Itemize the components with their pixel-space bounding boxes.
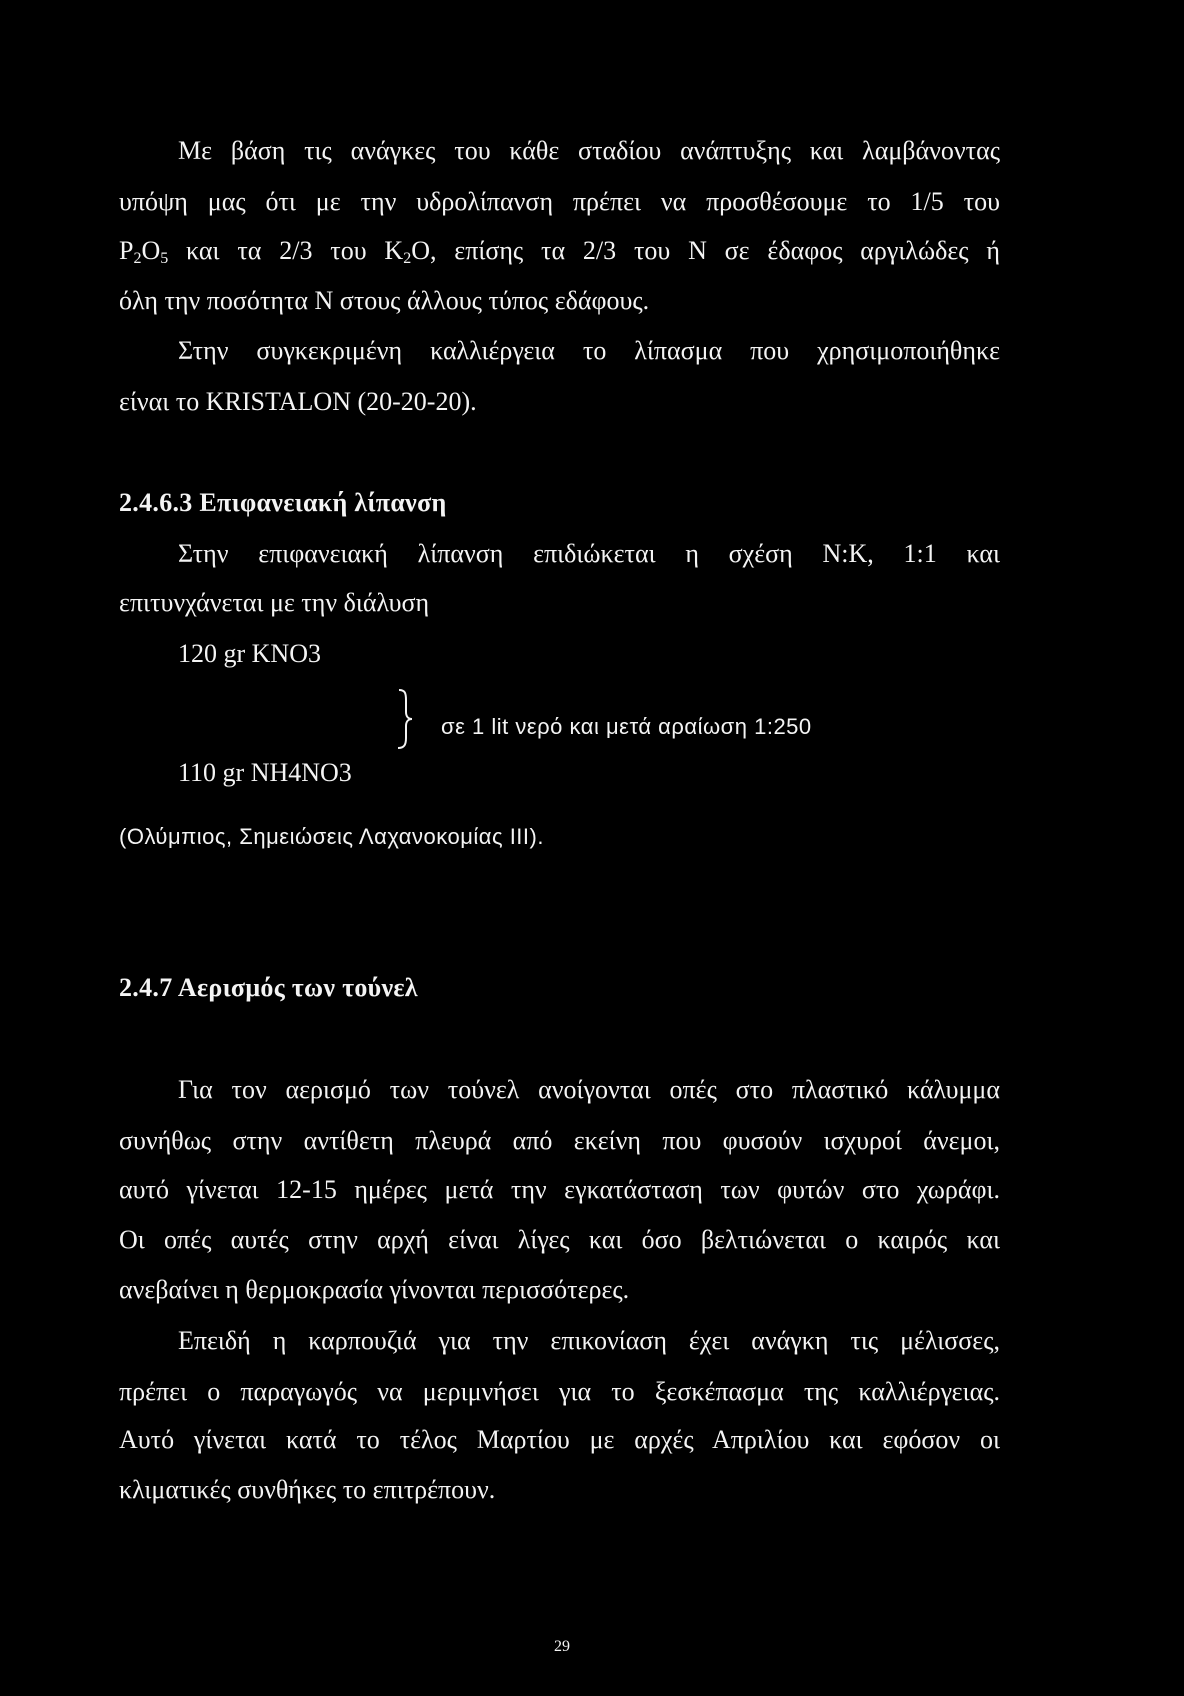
paragraph-2-line: κλιματικές συνθήκες το επιτρέπουν. — [119, 1475, 496, 1504]
intro-line-4: όλη την ποσότητα N στους άλλους τύπος εδάφους. — [119, 286, 650, 315]
curly-brace-icon — [396, 688, 414, 750]
intro-line-3 — [119, 236, 1000, 266]
formula-item-1: 120 gr KNO3 — [178, 639, 321, 668]
formula-p-subscript: 2 — [133, 250, 142, 267]
paragraph-2-line: πρέπει ο παραγωγός να μεριμνήσει για το ξεσκέπασμα της καλλιέργειας. — [119, 1377, 1000, 1406]
formula-k-subscript: 2 — [403, 250, 412, 267]
section-heading-2-4-6-3: 2.4.6.3 Επιφανειακή λίπανση — [119, 488, 447, 517]
formula-o-subscript: 5 — [160, 250, 169, 267]
section-heading-2-4-7: 2.4.7 Αερισμός των τούνελ — [119, 973, 418, 1002]
paragraph-1-line: Για τον αερισμό των τούνελ ανοίγονται οπές στο πλαστικό κάλυμμα — [178, 1075, 1000, 1104]
paragraph-2-line: Επειδή η καρπουζιά για την επικονίαση έχει ανάγκη τις μέλισσες, — [178, 1326, 1000, 1355]
section-2-4-6-3-line-2: επιτυνχάνεται με την διάλυση — [119, 588, 430, 617]
formula-item-2: 110 gr NH4NO3 — [178, 758, 352, 787]
formula-o: O — [141, 236, 161, 265]
intro-line-2: υπόψη μας ότι με την υδρολίπανση πρέπει να προσθέσουμε το 1/5 του — [119, 187, 1000, 216]
citation: (Ολύμπιος, Σημειώσεις Λαχανοκομίας III). — [119, 824, 544, 849]
page-number: 29 — [554, 1638, 570, 1655]
paragraph-2-line: Αυτό γίνεται κατά το τέλος Μαρτίου με αρχές Απριλίου και εφόσον οι — [119, 1425, 1000, 1454]
paragraph-1-line: αυτό γίνεται 12-15 ημέρες μετά την εγκατάσταση των φυτών στο χωράφι. — [119, 1175, 1000, 1204]
paragraph-1-line: Οι οπές αυτές στην αρχή είναι λίγες και όσο βελτιώνεται ο καιρός και — [119, 1225, 1000, 1254]
intro-line-3-rest: O, επίσης τα 2/3 του N σε έδαφος αργιλώδες ή — [411, 236, 1000, 265]
intro-line-1: Με βάση τις ανάγκες του κάθε σταδίου ανάπτυξης και λαμβάνοντας — [178, 136, 1000, 165]
formula-instruction: σε 1 lit νερό και μετά αραίωση 1:250 — [441, 714, 812, 739]
paragraph-1-line: συνήθως στην αντίθετη πλευρά από εκείνη που φυσούν ισχυροί άνεμοι, — [119, 1126, 1000, 1155]
section-2-4-6-3-line-1: Στην επιφανειακή λίπανση επιδιώκεται η σχέση N:K, 1:1 και — [178, 539, 1000, 568]
formula-p: P — [119, 236, 134, 265]
product-line-1: Στην συγκεκριμένη καλλιέργεια το λίπασμα που χρησιμοποιήθηκε — [178, 336, 1000, 365]
intro-line-3-middle: και τα 2/3 του K — [168, 236, 404, 265]
paragraph-1-line: ανεβαίνει η θερμοκρασία γίνονται περισσότερες. — [119, 1275, 630, 1304]
product-line-2: είναι το KRISTALON (20-20-20). — [119, 387, 477, 416]
